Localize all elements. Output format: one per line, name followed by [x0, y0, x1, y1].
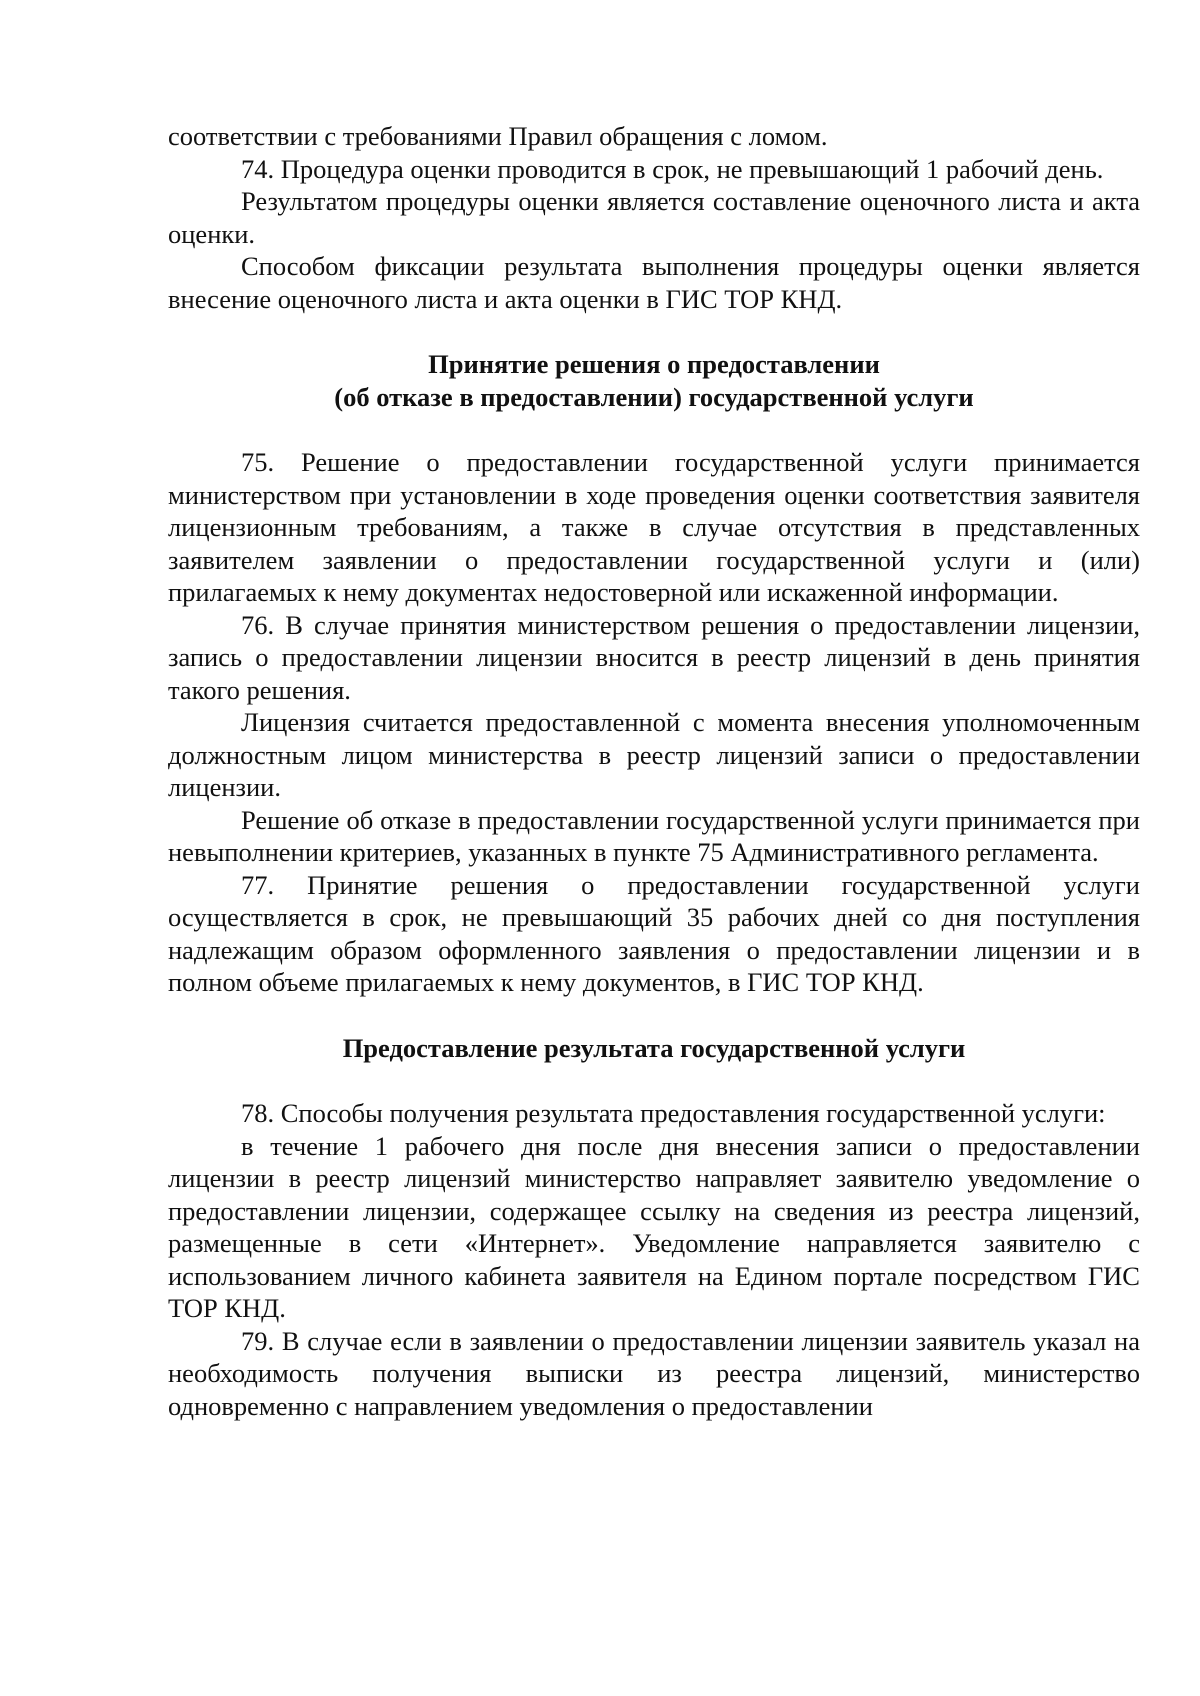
paragraph-notification: в течение 1 рабочего дня после дня внесения записи о предоставлении лицензии в реестр лицензий министерство направляет заявителю уведомление о предоставлении лицензии, содержащее ссылку на сведения из реестра лицензий, размещенные в сети «Интернет». Уведомление направляется заявителю с использованием личного кабинета заявителя на Едином портале посредством ГИС ТОР КНД. [168, 1130, 1140, 1323]
paragraph-77: 77. Принятие решения о предоставлении государственной услуги осуществляется в срок, не превышающий 35 рабочих дней со дня поступления надлежащим образом оформленного заявления о предоставлении лицензии и в полном объеме прилагаемых к нему документов, в ГИС ТОР КНД. [168, 869, 1140, 997]
paragraph-license-granted: Лицензия считается предоставленной с момента внесения уполномоченным должностным лицом министерства в реестр лицензий записи о предоставлении лицензии. [168, 707, 1140, 802]
paragraph-74: 74. Процедура оценки проводится в срок, не превышающий 1 рабочий день. [241, 153, 1104, 184]
document-page [168, 120, 1140, 1422]
paragraph-75: 75. Решение о предоставлении государственной услуги принимается министерством при установлении в ходе проведения оценки соответствия заявителя лицензионным требованиям, а также в случае отсутствия в представленных заявителем заявлении о предоставлении государственной услуги и (или) прилагаемых к нему документах недостоверной или искаженной информации. [168, 447, 1140, 607]
spacer [168, 999, 1140, 1032]
spacer [168, 315, 1140, 348]
paragraph-76: 76. В случае принятия министерством решения о предоставлении лицензии, запись о предоставлении лицензии вносится в реестр лицензий в день принятия такого решения. [168, 609, 1140, 705]
section-heading-result: Предоставление результата государственной услуги [342, 1032, 966, 1063]
paragraph-assessment-fixation: Способом фиксации результата выполнения процедуры оценки является внесение оценочного листа и акта оценки в ГИС ТОР КНД. [168, 251, 1140, 314]
section-heading-decision-line-2: (об отказе в предоставлении) государственной услуги [334, 381, 974, 412]
spacer [168, 1064, 1140, 1097]
paragraph-79: 79. В случае если в заявлении о предоставлении лицензии заявитель указал на необходимость получения выписки из реестра лицензий, министерство одновременно с направлением уведомления о предоставлении [168, 1325, 1140, 1421]
paragraph-continuation: соответствии с требованиями Правил обращения с ломом. [168, 121, 828, 151]
paragraph-78: 78. Способы получения результата предоставления государственной услуги: [241, 1098, 1106, 1128]
paragraph-refusal-decision: Решение об отказе в предоставлении государственной услуги принимается при невыполнении критериев, указанных в пункте 75 Административного регламента. [168, 804, 1140, 867]
paragraph-assessment-result: Результатом процедуры оценки является составление оценочного листа и акта оценки. [168, 186, 1140, 249]
spacer [168, 413, 1140, 446]
section-heading-decision-line-1: Принятие решения о предоставлении [428, 349, 880, 379]
